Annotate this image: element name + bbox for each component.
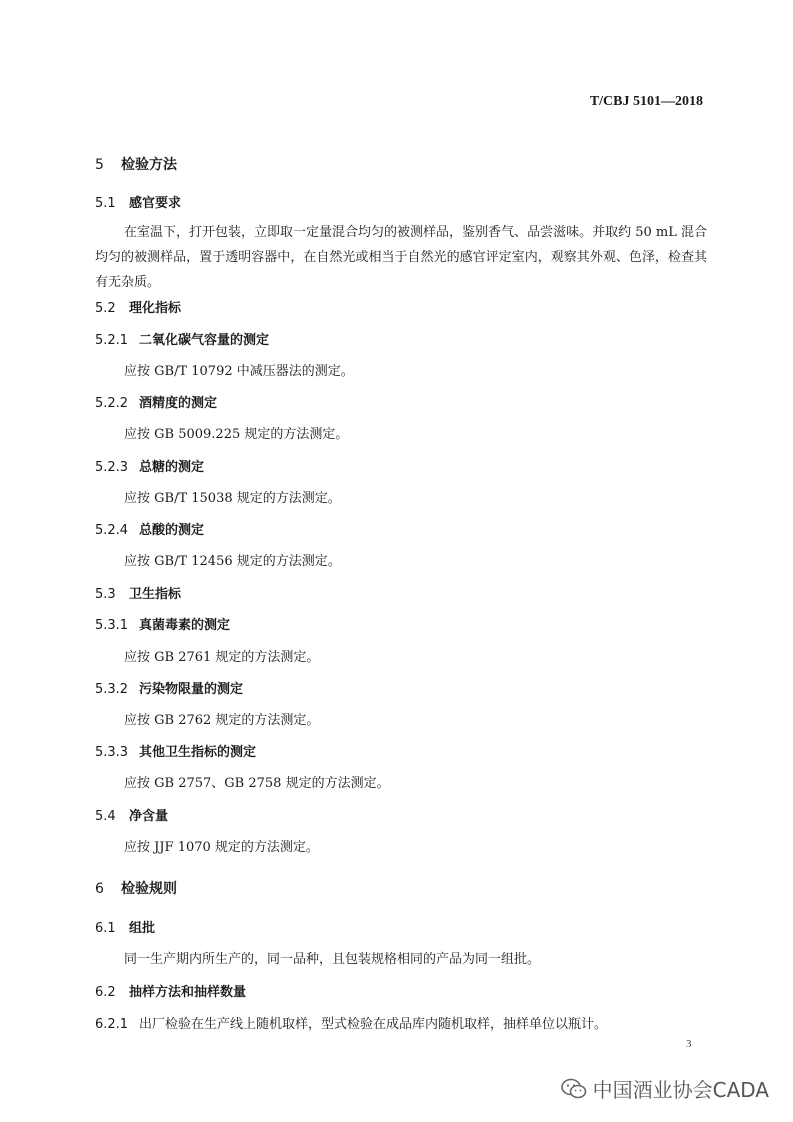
page-number: 3 — [686, 1038, 692, 1050]
section-6-1-heading: 6.1 组批 — [95, 921, 156, 936]
section-6-heading: 6 检验规则 — [95, 881, 177, 897]
section-5-3-heading: 5.3 卫生指标 — [95, 587, 182, 602]
section-5-1-body: 在室温下，打开包装，立即取一定量混合均匀的被测样品，鉴别香气、品尝滋味。并取约 50 mL 混合均匀的被测样品，置于透明容器中，在自然光或相当于自然光的感官评定室内，观察其外观、色泽，检查其有无杂质。 — [95, 225, 707, 290]
section-5-4-body: 应按 JJF 1070 规定的方法测定。 — [124, 840, 319, 855]
source-watermark: 中国酒业协会CADA — [561, 1074, 769, 1103]
wechat-icon — [561, 1078, 587, 1100]
section-5-2-2-body: 应按 GB 5009.225 规定的方法测定。 — [124, 427, 349, 442]
section-5-3-1-body: 应按 GB 2761 规定的方法测定。 — [124, 650, 320, 665]
section-6-1-body: 同一生产期内所生产的，同一品种，且包装规格相同的产品为同一组批。 — [124, 952, 541, 967]
section-5-2-4-body: 应按 GB/T 12456 规定的方法测定。 — [124, 554, 341, 569]
section-6-2-1-item: 6.2.1 出厂检验在生产线上随机取样，型式检验在成品库内随机取样，抽样单位以瓶计。 — [95, 1017, 608, 1032]
section-5-1-heading: 5.1 感官要求 — [95, 196, 182, 211]
section-5-2-2-heading: 5.2.2 酒精度的测定 — [95, 396, 218, 411]
section-5-3-2-body: 应按 GB 2762 规定的方法测定。 — [124, 713, 320, 728]
section-5-2-1-body: 应按 GB/T 10792 中减压器法的测定。 — [124, 364, 354, 379]
section-5-2-3-heading: 5.2.3 总糖的测定 — [95, 460, 205, 475]
section-5-3-2-heading: 5.3.2 污染物限量的测定 — [95, 682, 244, 697]
section-5-4-heading: 5.4 净含量 — [95, 809, 169, 824]
section-5-3-1-heading: 5.3.1 真菌毒素的测定 — [95, 618, 231, 633]
section-5-3-3-body: 应按 GB 2757、GB 2758 规定的方法测定。 — [124, 776, 390, 791]
section-5-3-3-heading: 5.3.3 其他卫生指标的测定 — [95, 745, 257, 760]
standard-number: T/CBJ 5101—2018 — [589, 94, 703, 109]
section-5-2-1-heading: 5.2.1 二氧化碳气容量的测定 — [95, 333, 270, 348]
section-6-2-heading: 6.2 抽样方法和抽样数量 — [95, 985, 247, 1000]
section-5-2-4-heading: 5.2.4 总酸的测定 — [95, 523, 205, 538]
section-5-2-3-body: 应按 GB/T 15038 规定的方法测定。 — [124, 491, 341, 506]
section-5-2-heading: 5.2 理化指标 — [95, 301, 182, 316]
section-5-heading: 5 检验方法 — [95, 157, 177, 173]
